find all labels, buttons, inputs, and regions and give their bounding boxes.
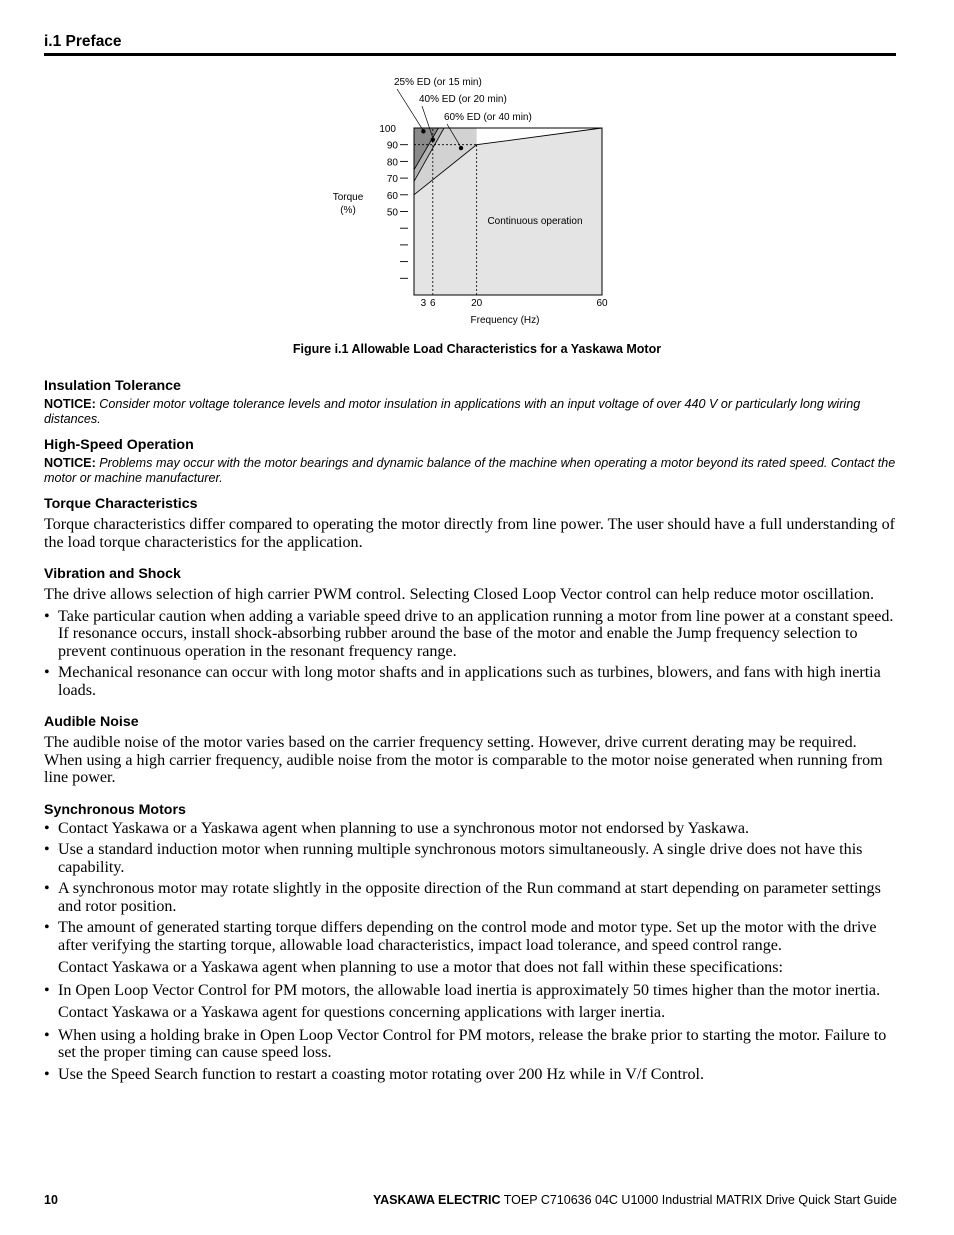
audible-paragraph: The audible noise of the motor varies based on the carrier frequency setting. However, drive current derating may be required. When using a high carrier frequency, audible noise from the motor is comparable to the motor noise generated when running from line power. bbox=[44, 734, 883, 786]
series-label: 40% ED (or 20 min) bbox=[419, 94, 507, 105]
list-item: • Contact Yaskawa or a Yaskawa agent when planning to use a synchronous motor not endorsed by Yaskawa. bbox=[44, 820, 897, 838]
list-item: • Mechanical resonance can occur with long motor shafts and in applications such as turbines, blowers, and fans with high inertia loads. bbox=[44, 664, 897, 699]
footer-brand: YASKAWA ELECTRIC bbox=[372, 1193, 501, 1207]
x-tick-label: 60 bbox=[596, 298, 608, 309]
synchronous-list-b bbox=[44, 982, 897, 1000]
page-number: 10 bbox=[44, 1193, 58, 1207]
series-point bbox=[459, 146, 463, 150]
synchronous-note-b: Contact Yaskawa or a Yaskawa agent for questions concerning applications with larger inertia. bbox=[58, 1004, 666, 1021]
y-tick-label: 50 bbox=[386, 207, 398, 219]
series-point bbox=[431, 137, 435, 141]
list-item: • Use the Speed Search function to restart a coasting motor rotating over 200 Hz while in V/f Control. bbox=[44, 1066, 897, 1084]
synchronous-note-a: Contact Yaskawa or a Yaskawa agent when planning to use a motor that does not fall within these specifications: bbox=[58, 959, 783, 976]
torque-paragraph: Torque characteristics differ compared to operating the motor directly from line power. The user should have a full understanding of the load torque characteristics for the application. bbox=[44, 516, 895, 551]
list-item: • A synchronous motor may rotate slightly in the opposite direction of the Run command at start depending on parameter settings and rotor position. bbox=[44, 880, 897, 915]
notice-text: Problems may occur with the motor bearings and dynamic balance of the machine when operating a motor beyond its rated speed. Contact the motor or machine manufacturer. bbox=[44, 456, 896, 485]
high-speed-heading: High-Speed Operation bbox=[44, 437, 194, 453]
y-tick-label: 90 bbox=[386, 140, 398, 152]
footer-doc-title bbox=[373, 1193, 897, 1207]
x-tick-label: 20 bbox=[471, 298, 483, 309]
vibration-heading: Vibration and Shock bbox=[44, 566, 181, 582]
list-item: • In Open Loop Vector Control for PM motors, the allowable load inertia is approximately 50 times higher than the motor inertia. bbox=[44, 982, 897, 1000]
series-point bbox=[421, 129, 425, 133]
y-axis-label: Torque bbox=[332, 192, 364, 203]
section-header: i.1 Preface bbox=[44, 33, 896, 56]
torque-heading: Torque Characteristics bbox=[44, 496, 198, 512]
document-body bbox=[44, 377, 897, 1087]
synchronous-heading: Synchronous Motors bbox=[44, 801, 186, 818]
x-tick-label: 3 bbox=[420, 298, 427, 309]
synchronous-list-c bbox=[44, 1027, 897, 1084]
audible-heading: Audible Noise bbox=[44, 714, 139, 730]
vibration-paragraph: The drive allows selection of high carrier PWM control. Selecting Closed Loop Vector control can help reduce motor oscillation. bbox=[44, 586, 875, 603]
insulation-notice bbox=[44, 397, 897, 426]
list-item: • Use a standard induction motor when running multiple synchronous motors simultaneously. A single drive does not have this capability. bbox=[44, 841, 897, 876]
continuous-operation-label: Continuous operation bbox=[487, 216, 583, 227]
y-tick-label: 100 bbox=[379, 124, 396, 135]
x-tick-label: 6 bbox=[430, 298, 436, 309]
list-item: • Take particular caution when adding a variable speed drive to an application running a motor from line power at a constant speed. If resonance occurs, install shock-absorbing rubber around the base of the motor and enable the Jump frequency selection to prevent continuous operation in the resonant frequency range. bbox=[44, 608, 897, 661]
vibration-list bbox=[44, 608, 897, 700]
list-item: • When using a holding brake in Open Loop Vector Control for PM motors, release the brake prior to starting the motor. Failure to set the proper timing can cause speed loss. bbox=[44, 1027, 897, 1062]
notice-label: NOTICE: bbox=[44, 456, 96, 470]
notice-label: NOTICE: bbox=[44, 397, 96, 411]
high-speed-notice bbox=[44, 456, 897, 485]
notice-text: Consider motor voltage tolerance levels and motor insulation in applications with an input voltage of over 440 V or particularly long wiring distances. bbox=[44, 397, 861, 426]
y-tick-label: 80 bbox=[386, 157, 398, 169]
x-axis-label: Frequency (Hz) bbox=[470, 315, 540, 326]
series-label: 25% ED (or 15 min) bbox=[394, 77, 482, 88]
y-tick-label: 70 bbox=[386, 174, 398, 186]
synchronous-list-a bbox=[44, 820, 897, 955]
torque-chart-svg bbox=[0, 0, 954, 340]
figure-caption: Figure i.1 Allowable Load Characteristics for a Yaskawa Motor bbox=[292, 342, 662, 356]
footer-doc: TOEP C710636 04C U1000 Industrial MATRIX Drive Quick Start Guide bbox=[500, 1193, 897, 1207]
insulation-heading: Insulation Tolerance bbox=[44, 378, 181, 394]
list-item: • The amount of generated starting torque differs depending on the control mode and motor type. Set up the motor with the drive after verifying the starting torque, allowable load characteristics, impact load tolerance, and speed control range. bbox=[44, 919, 897, 954]
y-tick-label: 60 bbox=[386, 190, 398, 202]
series-label: 60% ED (or 40 min) bbox=[444, 112, 532, 123]
torque-chart bbox=[0, 0, 954, 340]
y-axis-unit: (%) bbox=[340, 205, 356, 216]
